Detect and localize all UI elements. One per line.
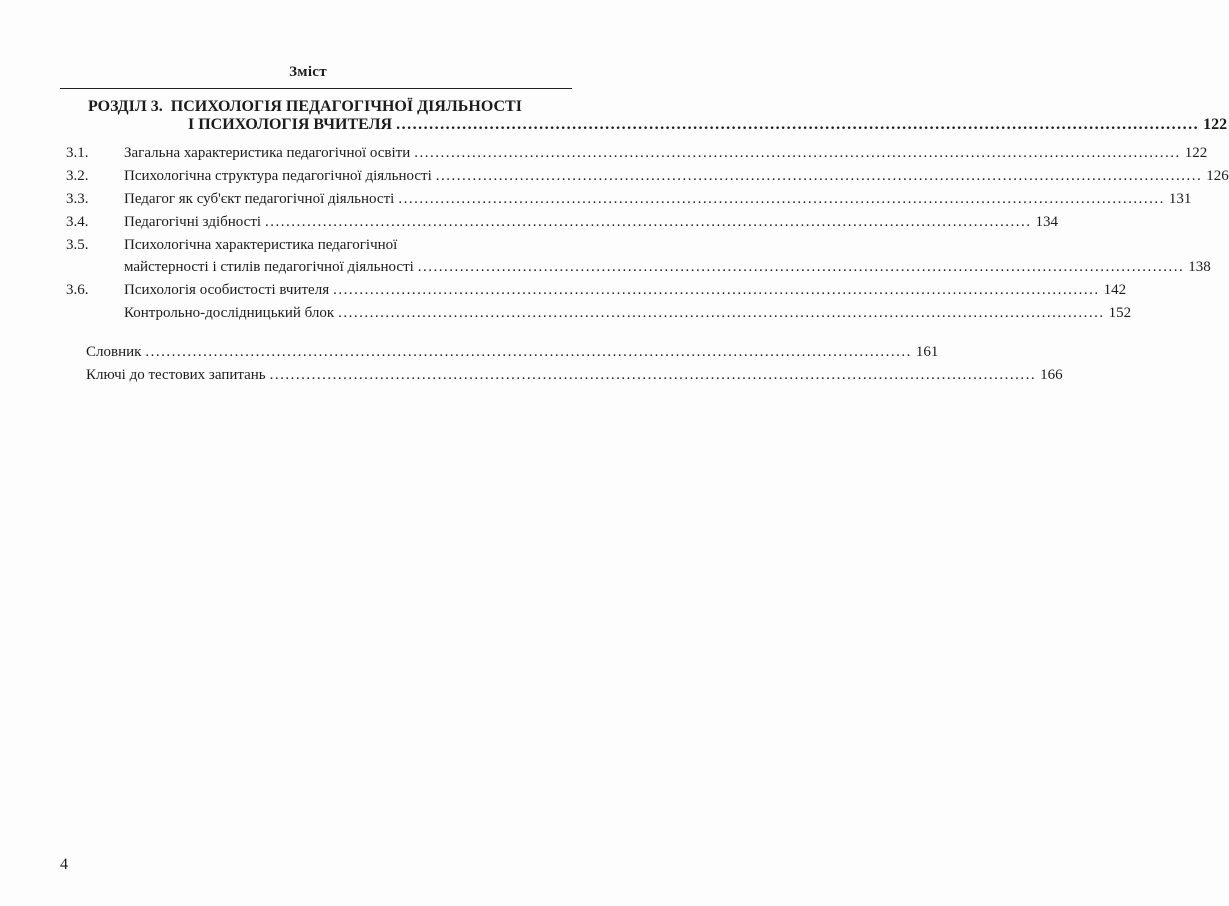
page-number: 4 xyxy=(60,856,68,873)
part-heading-line1 xyxy=(88,98,668,116)
section-title: Психологічна структура педагогічної діяльності xyxy=(124,168,432,184)
part-heading[interactable] xyxy=(88,98,1228,134)
header-rule xyxy=(60,88,572,89)
section-number: 3.1. xyxy=(66,145,89,161)
part-heading-line2 xyxy=(188,116,1228,134)
running-head: Зміст xyxy=(289,64,327,80)
section-page-number: 122 xyxy=(1184,145,1208,161)
part-title-line2: І ПСИХОЛОГІЯ ВЧИТЕЛЯ xyxy=(188,116,393,133)
section-title-line1: Психологічна характеристика педагогічної xyxy=(124,237,398,253)
section-title: Педагогічні здібності xyxy=(124,214,262,230)
leader-dots xyxy=(418,256,1185,278)
back-matter-page-number: 161 xyxy=(915,344,939,360)
leader-dots xyxy=(396,116,1199,134)
section-number: 3.4. xyxy=(66,214,89,230)
leader-dots xyxy=(436,165,1203,187)
back-matter-title: Словник xyxy=(86,344,142,360)
section-page-number: 152 xyxy=(1108,305,1132,321)
leader-dots xyxy=(145,341,912,363)
toc-entry-glossary[interactable] xyxy=(86,341,939,363)
leader-dots xyxy=(338,302,1105,324)
section-title: Контрольно-дослідницький блок xyxy=(124,305,335,321)
leader-dots xyxy=(414,142,1181,164)
section-number: 3.3. xyxy=(66,191,89,207)
section-title: Психологія особистості вчителя xyxy=(124,282,330,298)
part-label: РОЗДІЛ 3. xyxy=(88,98,163,115)
section-page-number: 131 xyxy=(1168,191,1192,207)
leader-dots xyxy=(265,211,1032,233)
section-number: 3.2. xyxy=(66,168,89,184)
section-title: Загальна характеристика педагогічної освіти xyxy=(124,145,411,161)
leader-dots xyxy=(333,279,1100,301)
section-page-number: 138 xyxy=(1188,259,1211,275)
leader-dots xyxy=(398,188,1165,210)
back-matter-title: Ключі до тестових запитань xyxy=(86,367,266,383)
section-title-line2: майстерності і стилів педагогічної діяльності xyxy=(124,259,414,275)
part-title-line1: ПСИХОЛОГІЯ ПЕДАГОГІЧНОЇ ДІЯЛЬНОСТІ xyxy=(170,98,522,115)
section-page-number: 142 xyxy=(1103,282,1127,298)
section-page-number: 126 xyxy=(1206,168,1229,184)
back-matter-page-number: 166 xyxy=(1040,367,1063,383)
part-page-number: 122 xyxy=(1203,116,1228,133)
section-page-number: 134 xyxy=(1035,214,1059,230)
section-title: Педагог як суб'єкт педагогічної діяльності xyxy=(124,191,395,207)
section-number: 3.6. xyxy=(66,282,89,298)
section-number: 3.5. xyxy=(66,237,89,253)
leader-dots xyxy=(270,364,1037,386)
toc-entry-answer-keys[interactable] xyxy=(86,364,1063,386)
